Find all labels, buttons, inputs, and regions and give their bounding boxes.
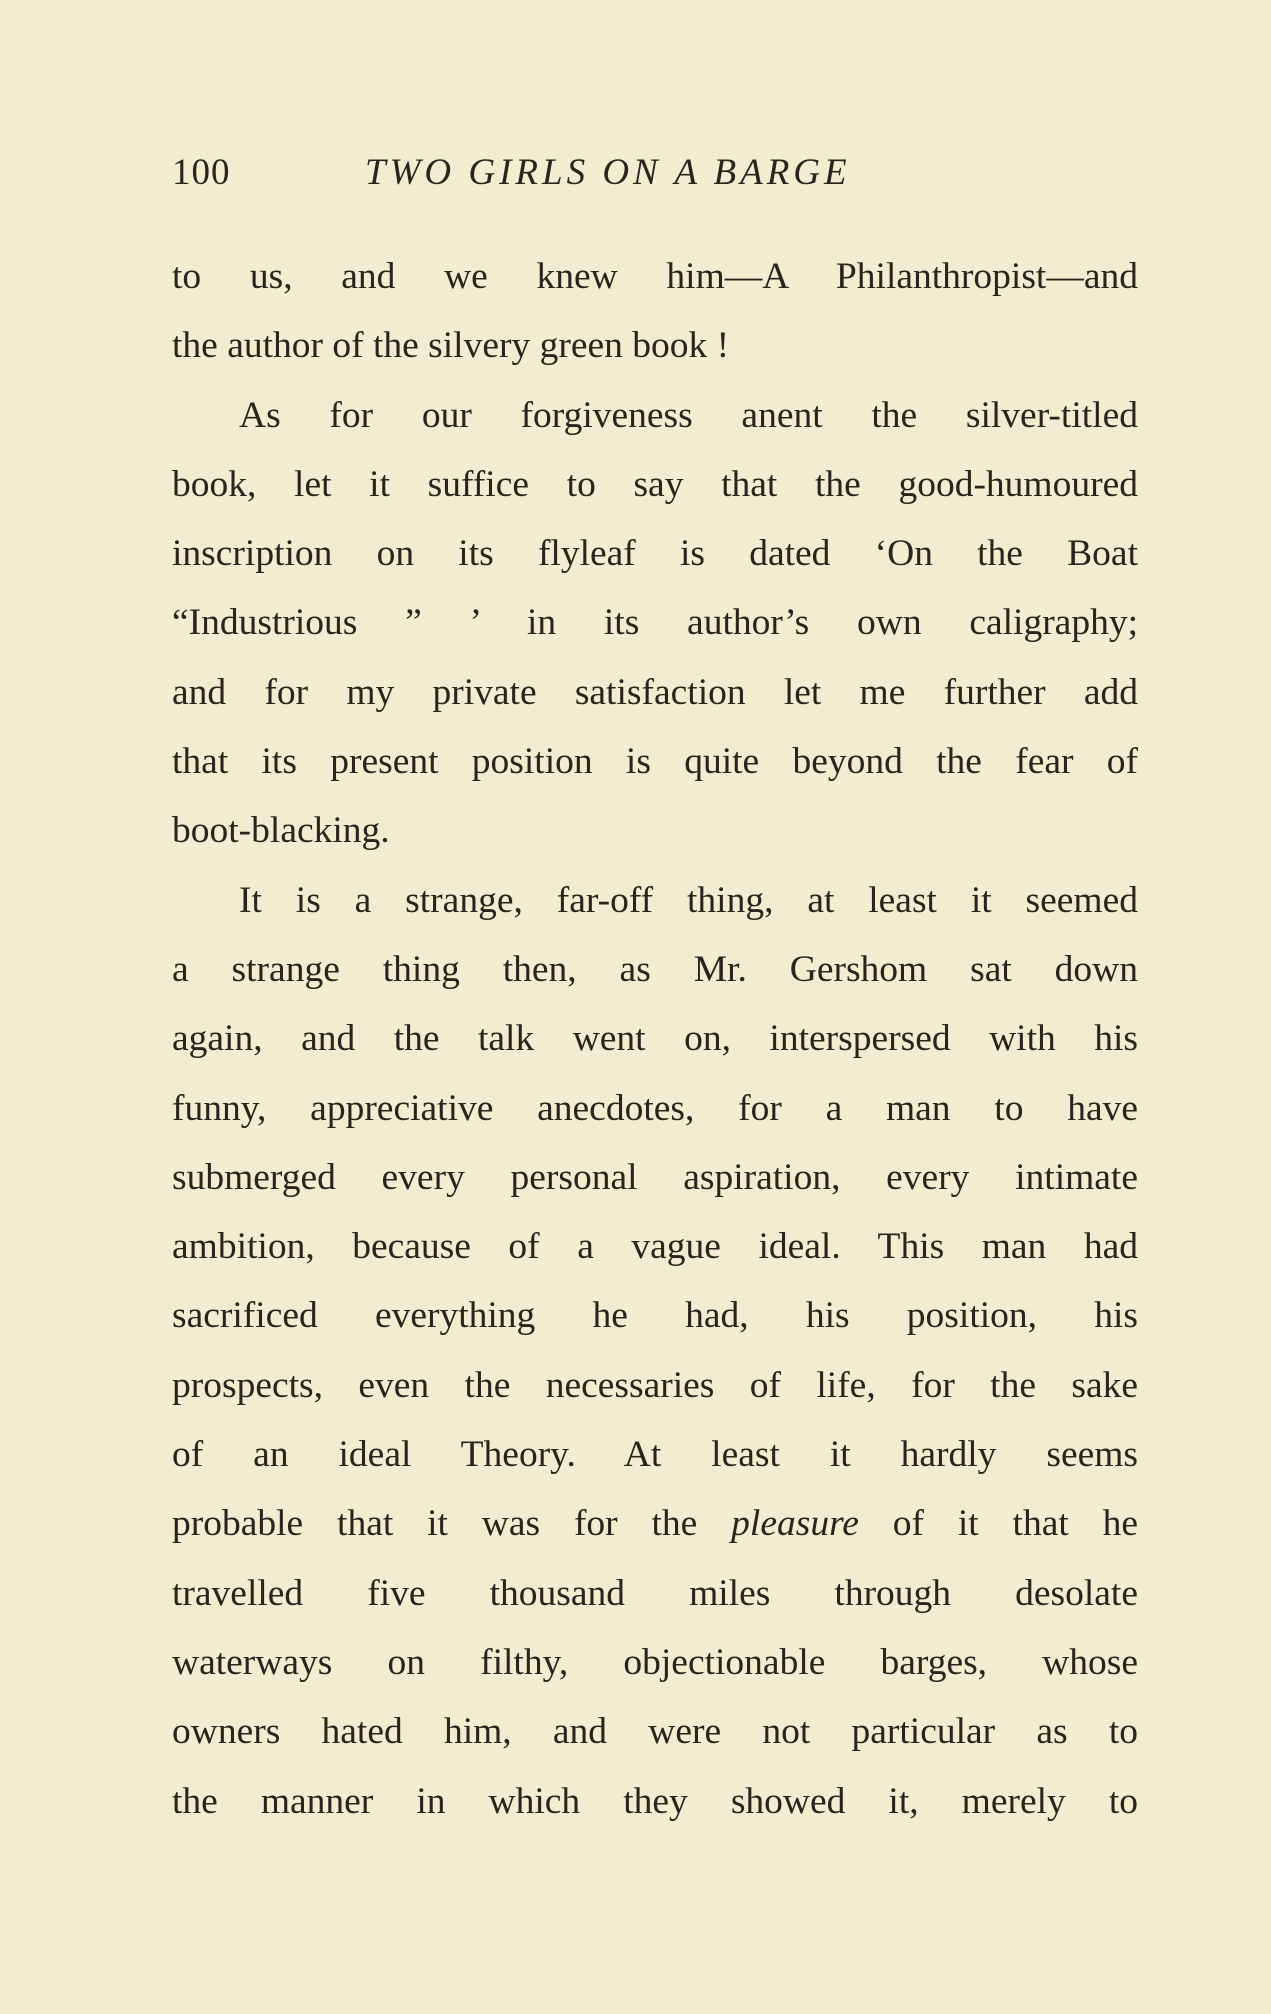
- text-line: the author of the silvery green book !: [172, 325, 730, 367]
- text-line: to us, and we knew him—A Philanthropist—and: [172, 256, 1138, 297]
- text-line: and for my private satisfaction let me further add: [172, 671, 1138, 713]
- text-line: It is a strange, far-off thing, at least it seemed: [239, 879, 1138, 921]
- text-line: waterways on filthy, objectionable barges, whose: [172, 1641, 1138, 1683]
- running-head: [172, 148, 1172, 198]
- text-line: sacrificed everything he had, his position, his: [172, 1295, 1138, 1337]
- text-fragment: probable that it was for the: [172, 1503, 698, 1545]
- text-line: “Industrious ” ’ in its author’s own caligraphy;: [172, 602, 1138, 644]
- text-line: travelled five thousand miles through desolate: [172, 1572, 1138, 1614]
- text-line: boot-blacking.: [172, 810, 390, 852]
- text-line: book, let it suffice to say that the good-humoured: [172, 463, 1138, 505]
- text-line: submerged every personal aspiration, every intimate: [172, 1156, 1138, 1198]
- text-line: prospects, even the necessaries of life, for the sake: [172, 1364, 1138, 1406]
- text-line: As for our forgiveness anent the silver-titled: [239, 394, 1138, 436]
- text-line-with-emphasis: [172, 1489, 1138, 1558]
- page-number: 100: [172, 152, 231, 193]
- text-line: the manner in which they showed it, merely to: [172, 1780, 1138, 1822]
- text-line: inscription on its flyleaf is dated ‘On the Boat: [172, 533, 1138, 575]
- emphasis-word: pleasure: [731, 1503, 859, 1545]
- running-title: TWO GIRLS ON A BARGE: [365, 152, 851, 193]
- text-line: that its present position is quite beyond the fear of: [172, 741, 1138, 783]
- text-line: of an ideal Theory. At least it hardly seems: [172, 1434, 1138, 1476]
- text-line: funny, appreciative anecdotes, for a man to have: [172, 1087, 1138, 1129]
- text-line: a strange thing then, as Mr. Gershom sat down: [172, 948, 1138, 990]
- text-line: owners hated him, and were not particular as to: [172, 1711, 1138, 1753]
- text-line: again, and the talk went on, interspersed with his: [172, 1018, 1138, 1060]
- text-fragment: of it that he: [892, 1503, 1139, 1545]
- body-text: [172, 242, 1138, 1836]
- text-line: ambition, because of a vague ideal. This man had: [172, 1226, 1138, 1268]
